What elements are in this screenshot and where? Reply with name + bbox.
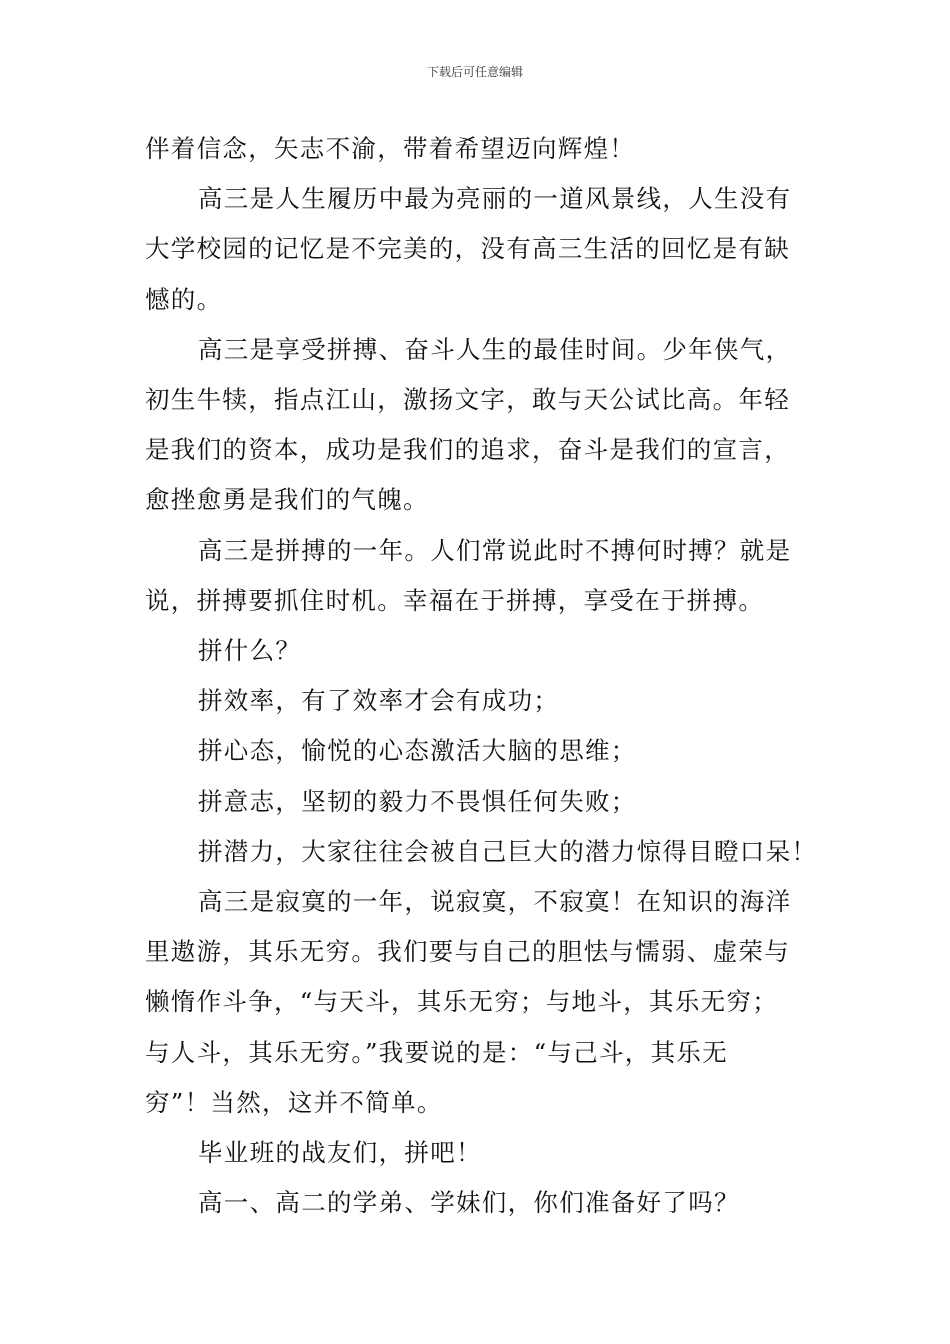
text-line: 里遨游，其乐无穷。我们要与自己的胆怯与懦弱、虚荣与 — [145, 937, 790, 967]
page-header: 下载后可任意编辑 — [426, 65, 523, 79]
text-line: 穷”！当然，这并不简单。 — [145, 1087, 443, 1117]
text-line: 拼潜力，大家往往会被自己巨大的潜力惊得目瞪口呆！ — [198, 836, 818, 866]
text-line: 拼效率，有了效率才会有成功； — [198, 686, 560, 716]
document-body — [145, 124, 818, 1228]
text-line: 懒惰作斗争，“与天斗，其乐无穷；与地斗，其乐无穷； — [145, 987, 779, 1017]
text-line: 伴着信念，矢志不渝，带着希望迈向辉煌！ — [145, 134, 636, 163]
text-line: 高三是拼搏的一年。人们常说此时不搏何时搏？就是 — [198, 535, 792, 565]
text-line: 与人斗，其乐无穷。”我要说的是：“与己斗，其乐无 — [145, 1037, 728, 1067]
text-line: 说，拼搏要抓住时机。幸福在于拼搏，享受在于拼搏。 — [145, 585, 765, 615]
text-line: 愈挫愈勇是我们的气魄。 — [145, 485, 429, 515]
text-line: 大学校园的记忆是不完美的，没有高三生活的回忆是有缺 — [145, 234, 790, 264]
text-line: 高三是享受拼搏、奋斗人生的最佳时间。少年侠气， — [198, 334, 792, 364]
text-line: 憾的。 — [145, 284, 223, 314]
text-line: 毕业班的战友们，拼吧！ — [198, 1138, 482, 1168]
text-line: 高三是人生履历中最为亮丽的一道风景线，人生没有 — [198, 184, 792, 214]
text-line: 是我们的资本，成功是我们的追求，奋斗是我们的宣言， — [145, 435, 790, 465]
text-line: 拼心态，愉悦的心态激活大脑的思维； — [198, 736, 637, 766]
text-line: 初生牛犊，指点江山，激扬文字，敢与天公试比高。年轻 — [145, 385, 790, 415]
text-line: 拼意志，坚韧的毅力不畏惧任何失败； — [198, 786, 637, 816]
text-line: 拼什么？ — [198, 636, 302, 666]
text-line: 高一、高二的学弟、学妹们，你们准备好了吗？ — [198, 1188, 740, 1218]
text-line: 高三是寂寞的一年，说寂寞，不寂寞！在知识的海洋 — [198, 887, 792, 917]
